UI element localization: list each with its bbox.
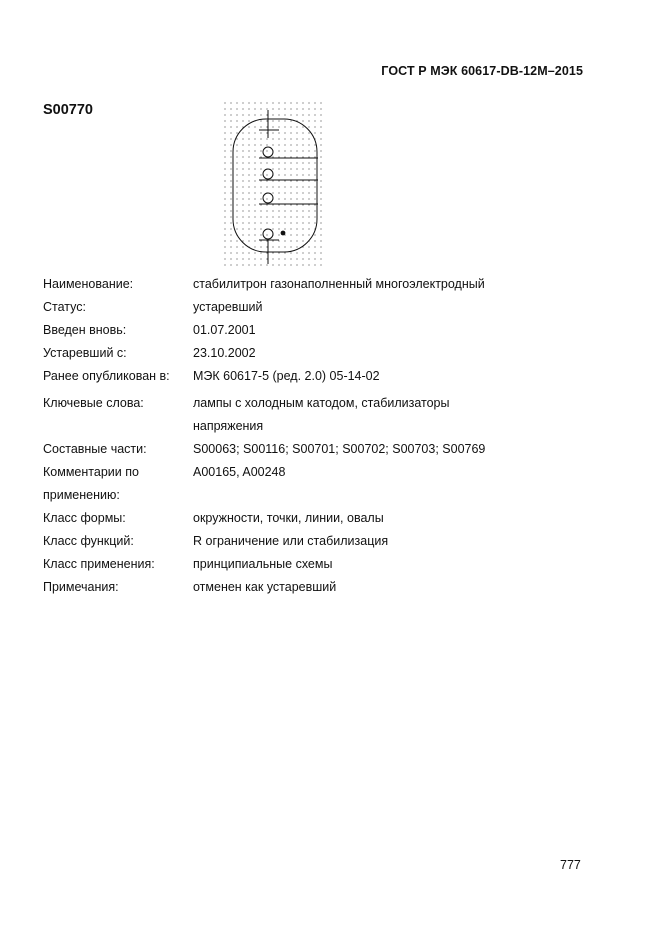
property-label: Статус: bbox=[43, 300, 86, 314]
property-label: Класс применения: bbox=[43, 557, 155, 571]
property-label: Комментарии по bbox=[43, 465, 139, 479]
property-row bbox=[43, 365, 603, 388]
property-value: стабилитрон газонаполненный многоэлектродный bbox=[193, 277, 485, 291]
property-label: Ключевые слова: bbox=[43, 396, 144, 410]
symbol-code: S00770 bbox=[43, 102, 93, 118]
property-value: МЭК 60617-5 (ред. 2.0) 05-14-02 bbox=[193, 369, 380, 383]
property-row bbox=[43, 296, 603, 319]
document-header: ГОСТ Р МЭК 60617-DB-12M–2015 bbox=[381, 64, 583, 78]
property-value: окружности, точки, линии, овалы bbox=[193, 511, 384, 525]
property-row bbox=[43, 576, 603, 599]
property-value: принципиальные схемы bbox=[193, 557, 333, 571]
property-label: Наименование: bbox=[43, 277, 134, 291]
property-value: устаревший bbox=[193, 300, 263, 314]
symbol-grid bbox=[222, 100, 326, 268]
property-value: напряжения bbox=[193, 419, 264, 433]
gas-filling-dot bbox=[281, 231, 286, 236]
property-label: Устаревший с: bbox=[43, 346, 127, 360]
property-row bbox=[43, 273, 603, 296]
property-row bbox=[43, 342, 603, 365]
properties-table bbox=[43, 273, 603, 599]
property-row bbox=[43, 438, 603, 461]
property-label: Составные части: bbox=[43, 442, 147, 456]
property-row bbox=[43, 319, 603, 342]
property-label: Примечания: bbox=[43, 580, 119, 594]
property-label: Введен вновь: bbox=[43, 323, 127, 337]
property-label: Ранее опубликован в: bbox=[43, 369, 170, 383]
page-number: 777 bbox=[560, 858, 581, 872]
property-row bbox=[43, 530, 603, 553]
property-row bbox=[43, 553, 603, 576]
property-value: 23.10.2002 bbox=[193, 346, 256, 360]
property-label: применению: bbox=[43, 488, 120, 502]
property-row bbox=[43, 507, 603, 530]
property-value: A00165, A00248 bbox=[193, 465, 286, 479]
property-value: R ограничение или стабилизация bbox=[193, 534, 389, 548]
property-value: 01.07.2001 bbox=[193, 323, 256, 337]
property-row bbox=[43, 392, 603, 415]
property-row bbox=[43, 461, 603, 484]
gas-filled-regulator-tube-icon bbox=[222, 100, 326, 268]
property-value: отменен как устаревший bbox=[193, 580, 337, 594]
property-value: лампы с холодным катодом, стабилизаторы bbox=[193, 396, 450, 410]
property-value: S00063; S00116; S00701; S00702; S00703; S00769 bbox=[193, 442, 486, 456]
property-label: Класс формы: bbox=[43, 511, 126, 525]
property-label: Класс функций: bbox=[43, 534, 134, 548]
property-row-continuation bbox=[43, 484, 603, 507]
property-row-continuation bbox=[43, 415, 603, 438]
